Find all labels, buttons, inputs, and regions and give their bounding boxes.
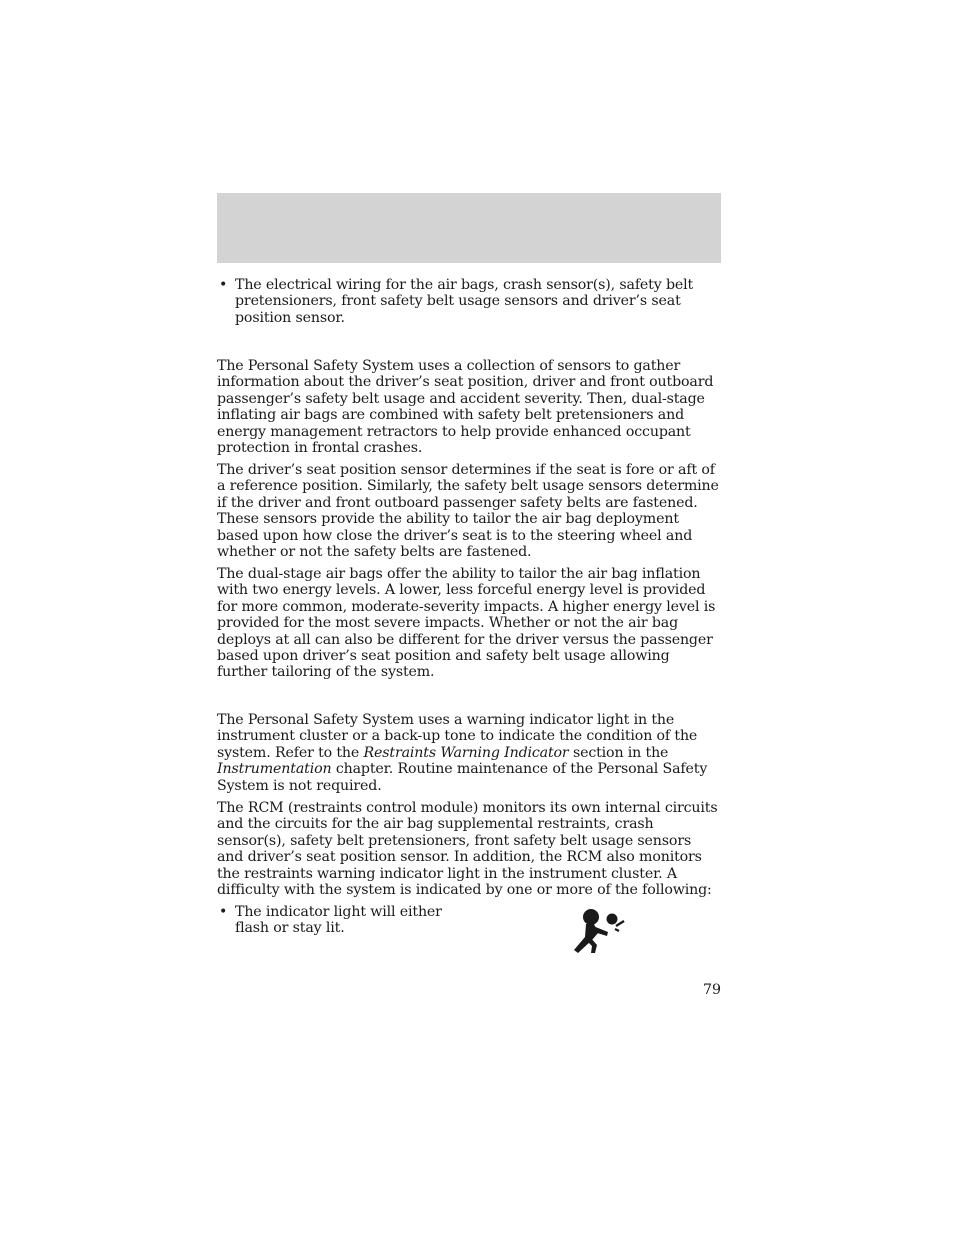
body-text: The RCM (restraints control module) monitors its own internal circuits and the circuits for the air bag supplemental restraints, crash sensor(s), safety belt pretensioners, front safety belt usage sensors and driver’s seat position sensor. In addition, the RCM also monitors the restraints warning indicator light in the instrument cluster. A difficulty with the system is indicated by one or more of the following: — [217, 800, 718, 899]
page-number: 79 — [702, 982, 721, 998]
section-header-band — [217, 193, 721, 263]
bullet-mark: • — [219, 277, 228, 293]
body-text: The driver’s seat position sensor determines if the seat is fore or aft of a reference position. Similarly, the safety belt usage sensors determine if the driver and front outboard passenger safety belts are fastened. These sensors provide the ability to tailor the air bag deployment based upon how close the driver’s seat is to the steering wheel and whether or not the safety belts are fastened. — [217, 462, 719, 561]
bullet-light — [217, 904, 477, 937]
paragraph-operation-1 — [217, 358, 721, 456]
body-text: The Personal Safety System uses a warning indicator light in the instrument cluster or a back-up tone to indicate the condition of the system. Refer to the Restraints Warning Indicator section in the Instrumentation chapter. Routine maintenance of the Personal Safety System is not required. — [217, 712, 708, 794]
airbag-warning-icon — [572, 907, 628, 957]
paragraph-indicator — [217, 712, 721, 794]
bullet-wiring-text: The electrical wiring for the air bags, crash sensor(s), safety belt pretensioners, front safety belt usage sensors and driver’s seat position sensor. — [235, 277, 694, 326]
list-item — [217, 904, 477, 937]
body-text: The Personal Safety System uses a collection of sensors to gather information about the driver’s seat position, driver and front outboard passenger’s safety belt usage and accident severity. Then, dual-stage inflating air bags are combined with safety belt pretensioners and energy management retractors to help provide enhanced occupant protection in frontal crashes. — [217, 358, 714, 457]
cross-reference-restraints: Restraints Warning Indicator — [363, 744, 569, 761]
paragraph-operation-3 — [217, 566, 721, 681]
cross-reference-instrumentation: Instrumentation — [217, 761, 332, 778]
body-text: The dual-stage air bags offer the ability to tailor the air bag inflation with two energy levels. A lower, less forceful energy level is provided for more common, moderate-severity impacts. A higher energy level is provided for the most severe impacts. Whether or not the air bag deploys at all can also be different for the driver versus the passenger based upon driver’s seat position and safety belt usage allowing further tailoring of the system. — [217, 566, 716, 681]
paragraph-rcm — [217, 800, 721, 898]
bullet-mark: • — [219, 904, 228, 920]
list-item — [217, 277, 721, 326]
bullet-light-text: The indicator light will either flash or stay lit. — [235, 904, 442, 937]
paragraph-operation-2 — [217, 462, 721, 560]
bullet-wiring — [217, 277, 721, 326]
